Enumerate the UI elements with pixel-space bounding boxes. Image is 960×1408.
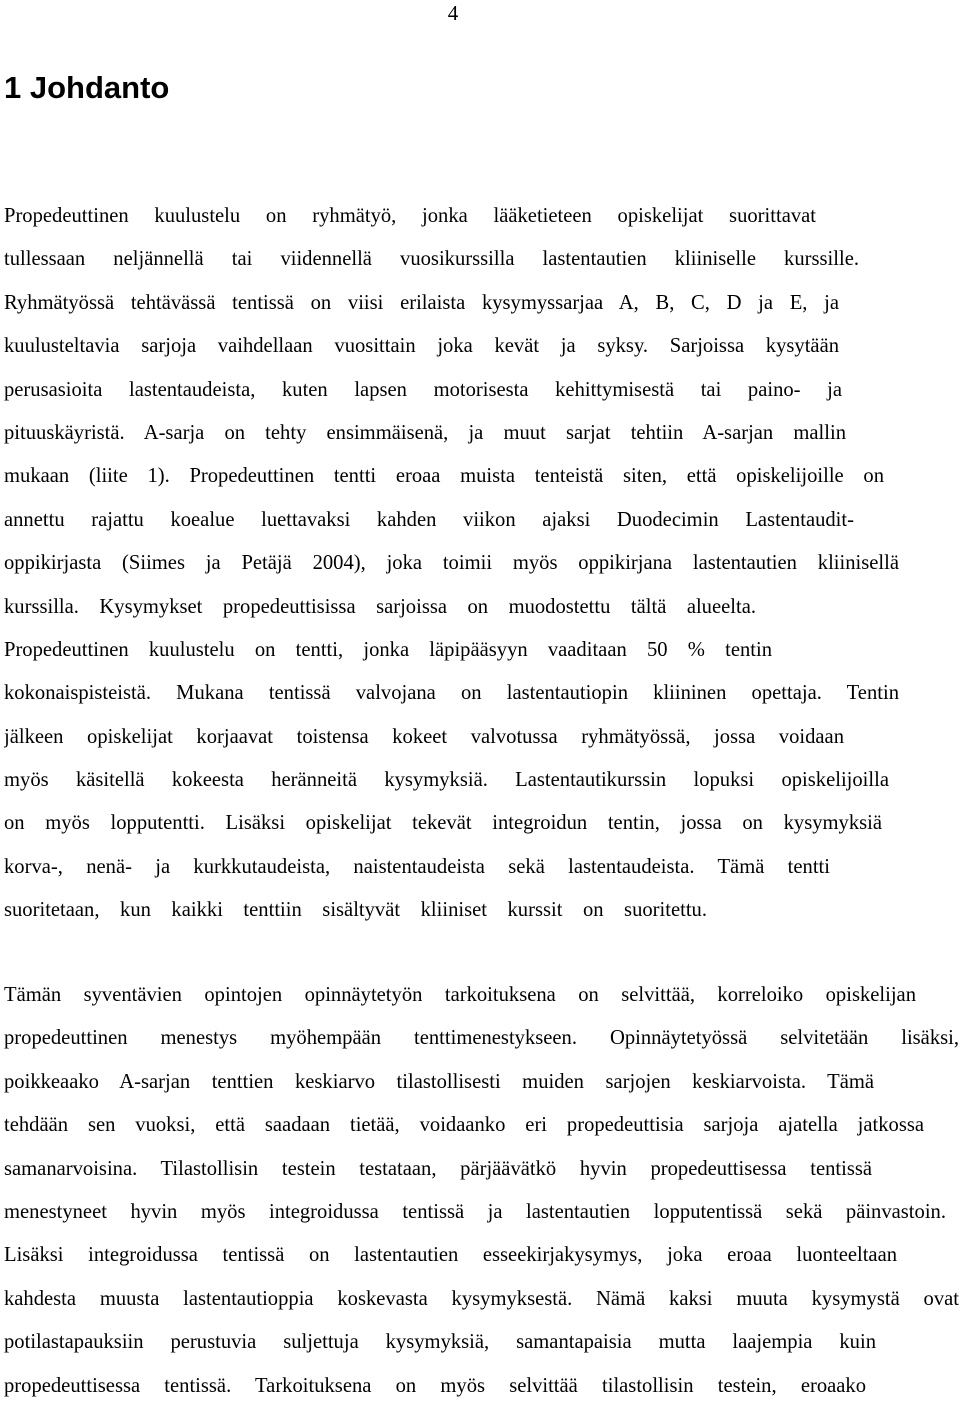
section-heading: 1 Johdanto (4, 70, 170, 105)
text-line: Propedeuttinen kuulustelu on tentti, jonka läpipääsyyn vaaditaan 50 % tentin (4, 638, 772, 661)
text-line: mukaan (liite 1). Propedeuttinen tentti eroaa muista tenteistä siten, että opiskelijoille on (4, 465, 884, 488)
paragraph-intro (4, 195, 960, 933)
text-line: korva-, nenä- ja kurkkutaudeista, naistentaudeista sekä lastentaudeista. Tämä tentti (4, 855, 830, 878)
text-line: tehdään sen vuoksi, että saadaan tietää, voidaanko eri propedeuttisia sarjoja ajatella jatkossa (4, 1114, 924, 1137)
text-line: suoritetaan, kun kaikki tenttiin sisältyvät kliiniset kurssit on suoritettu. (4, 899, 707, 922)
text-line: Propedeuttinen kuulustelu on ryhmätyö, jonka lääketieteen opiskelijat suorittavat (4, 205, 816, 227)
text-line: propedeuttisessa tentissä. Tarkoituksena on myös selvittää tilastollisin testein, eroaako (4, 1374, 866, 1397)
text-line: annettu rajattu koealue luettavaksi kahden viikon ajaksi Duodecimin Lastentaudit- (4, 508, 854, 531)
text-line: jälkeen opiskelijat korjaavat toistensa kokeet valvotussa ryhmätyössä, jossa voidaan (4, 725, 844, 748)
paragraph-purpose (4, 974, 960, 1408)
page-number: 4 (447, 1, 459, 25)
text-line: Lisäksi integroidussa tentissä on lastentautien esseekirjakysymys, joka eroaa luonteeltaan (4, 1244, 897, 1267)
text-line: Ryhmätyössä tehtävässä tentissä on viisi erilaista kysymyssarjaa A, B, C, D ja E, ja (4, 291, 839, 314)
text-line: kahdesta muusta lastentautioppia koskevasta kysymyksestä. Nämä kaksi muuta kysymystä ovat (4, 1287, 959, 1310)
text-line: pituuskäyristä. A-sarja on tehty ensimmäisenä, ja muut sarjat tehtiin A-sarjan mallin (4, 421, 846, 444)
text-line: Tämän syventävien opintojen opinnäytetyön tarkoituksena on selvittää, korreloiko opiskelijan (4, 984, 916, 1006)
text-line: oppikirjasta (Siimes ja Petäjä 2004), joka toimii myös oppikirjana lastentautien kliinisellä (4, 552, 899, 575)
text-line: myös käsitellä kokeesta heränneitä kysymyksiä. Lastentautikurssin lopuksi opiskelijoilla (4, 769, 889, 792)
text-line: menestyneet hyvin myös integroidussa tentissä ja lastentautien lopputentissä sekä päinvastoin. (4, 1200, 946, 1223)
text-line: on myös lopputentti. Lisäksi opiskelijat tekevät integroidun tentin, jossa on kysymyksiä (4, 812, 882, 835)
text-line: kurssilla. Kysymykset propedeuttisissa sarjoissa on muodostettu tältä alueelta. (4, 595, 756, 618)
text-line: potilastapauksiin perustuvia suljettuja kysymyksiä, samantapaisia mutta laajempia kuin (4, 1331, 876, 1354)
text-line: tullessaan neljännellä tai viidennellä vuosikurssilla lastentautien kliiniselle kurssille. (4, 248, 859, 271)
text-line: samanarvoisina. Tilastollisin testein testataan, pärjäävätkö hyvin propedeuttisessa tentissä (4, 1157, 872, 1180)
text-line: propedeuttinen menestys myöhempään tenttimenestykseen. Opinnäytetyössä selvitetään lisäksi, (4, 1027, 959, 1050)
text-line: kuulusteltavia sarjoja vaihdellaan vuosittain joka kevät ja syksy. Sarjoissa kysytään (4, 335, 839, 358)
text-line: kokonaispisteistä. Mukana tentissä valvojana on lastentautiopin kliininen opettaja. Tentin (4, 682, 899, 705)
text-line: poikkeaako A-sarjan tenttien keskiarvo tilastollisesti muiden sarjojen keskiarvoista. Tämä (4, 1070, 874, 1093)
text-line: perusasioita lastentaudeista, kuten lapsen motorisesta kehittymisestä tai paino- ja (4, 378, 842, 401)
